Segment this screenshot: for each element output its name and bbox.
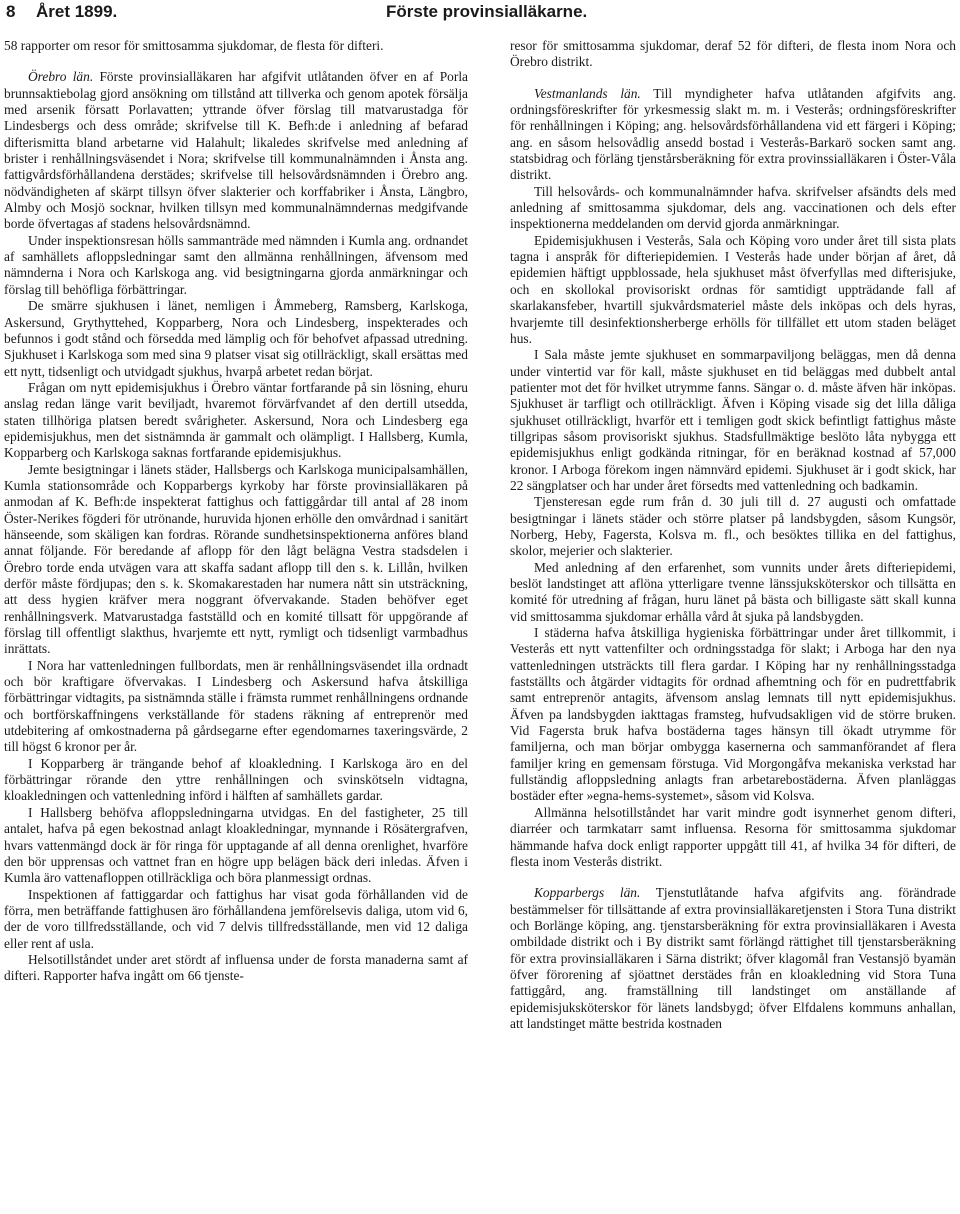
paragraph: Epidemisjukhusen i Vesterås, Sala och Köping voro under året till sista plats tagna i anspråk för difteriepidemien. I Vesterås hade under början af året, då epidemien häftigt uppblossade, hela sjukhuset måst öfverfyllas med difterisjuke, och en skollokal provisoriskt ordnas för samtidigt uppträdande fall af skarlakansfeber, hvartill sjukvårdsmateriel måste dels inköpas och dels hyras, hvarjemte till desinfektionsherberge erhölls för tillfället ett utom staden beläget hus. xyxy=(510,232,956,346)
region-name: Kopparbergs län. xyxy=(534,885,641,901)
region-name: Vestmanlands län. xyxy=(534,85,641,101)
paragraph: Till helsovårds- och kommunalnämnder hafva. skrifvelser afsändts dels med anledning af smittosamma sjukdomar, dels ang. vaccinationen och dels efter inspektionerna meddelanden om dervid gjorda anmärkningar. xyxy=(510,183,956,232)
paragraph: Tjensteresan egde rum från d. 30 juli till d. 27 augusti och omfattade besigtningar i länets städer och större platser på landsbygden, såsom Kungsör, Norberg, Heby, Fagersta, Kolsva m. fl., och besöktes tillika en del fattighus, skolor, mejerier och slakterier. xyxy=(510,494,956,559)
paragraph: Inspektionen af fattiggardar och fattighus har visat goda förhållanden vid de förra, men beträffande fattighusen äro förhållandena jemförelsevis daliga, utom vid 6, der de voro tillfredsställande, och vid 7 delvis tillfredsställande, men vid 12 daliga eller rent af usla. xyxy=(4,886,468,951)
paragraph: I Kopparberg är trängande behof af kloakledning. I Karlskoga äro en del förbättringar rörande den yttre renhållningen och svinskötseln vidtagna, kloakledningen och vattenledning införd i hälften af samhällets gardar. xyxy=(4,755,468,804)
paragraph: I Sala måste jemte sjukhuset en sommarpaviljong beläggas, men då denna under vintertid var för kall, måste sjukhuset en tid beläggas med dubbelt antal patienter mot det för hvilket utrymme fanns. Sängar o. d. måste äfven här inköpas. Sjukhuset är tarfligt och otillräckligt. Äfven i Köping visade sig det lilla dåliga sjukhuset otillräckligt, hvarför ett i temligen godt skick befintligt fattighus måste tillgripas såsom provisoriskt sjukhus. Stadsfullmäktige beslöto låta nybygga ett epidemisjukhus enligt godkända ritningar, för en beräknad kostnad af 57,000 kronor. I Arboga förekom ingen nämnvärd epidemi. Sjukhuset är i godt skick, har 22 sängplatser och har under året försedts med vattenledning och badkamin. xyxy=(510,347,956,493)
paragraph: I städerna hafva åtskilliga hygieniska förbättringar under året tillkommit, i Vesterås ett nytt vattenfilter och ordningsstadga för slakt; i Arboga har den nya vattenledningen utsträckts till flera gardar. I Köping har ny renhållningsstadga fastställts och åtgärder vidtagits för ordnad afhemtning och för en pudrettfabrik samt entreprenör antagits, äfvensom anslag lemnats till nytt epidemisjukhus. Äfven pa landsbygden iakttagas framsteg, hufvudsakligen vid de större bruken. Vid Fagersta bruk hafva bostäderna tages hänsyn till ökadt utrymme för familjerna, och man börjar ombygga kasernerna och sammanförandet af flera familjer kring en gemensam förstuga. Vid Morgongåfva mekaniska verkstad har fullständig afloppsledning anlagts fran arbetarebostäderna. Äfven planläggas bostäder efter »egna-hems-systemet», såsom vid Kolsva. xyxy=(510,625,956,804)
paragraph-body: Tjenstutlåtande hafva afgifvits ang. förändrade bestämmelser för tillsättande af extra provinsialläkaretjensten i Stora Tuna distrikt och Borlänge köping, ang. tjenstarsberäkning för extra provinsialläkaren i Avesta ombildade distrikt och i By distrikt samt förlängd rättighet till tjenstarsberäkning för extra provinsialläkaren i Särna distrikt; öfver klagomål fran Vestansjö byamän öfver förorening af sjöattnet derstädes från en kloakledning vid Stora Tuna fattiggård, ang. framställning till landstinget om anställande af epidemisjuksköterskor för länets landsbygd; öfver Elfdalens kommuns anhallan, att landstinget mätte bestrida kostnaden xyxy=(510,885,956,1031)
left-column xyxy=(4,38,468,985)
paragraph: De smärre sjukhusen i länet, nemligen i Åmmeberg, Ramsberg, Karlskoga, Askersund, Grythyttehed, Kopparberg, Nora och Lindesberg, inspekterades och befunnos i godt stånd och försedda med lämplig och för behofvet afpassad utredning. Sjukhuset i Karlskoga som med sina 9 platser visat sig otillräckligt, skall ersättas med ett nytt, tidsenligt och utvidgadt sjukhus, hvarpå arbetet redan börjat. xyxy=(4,298,468,379)
paragraph: Frågan om nytt epidemisjukhus i Örebro väntar fortfarande på sin lösning, ehuru anslag redan länge varit beviljadt, hvaremot förvärfvandet af den dertill utsedda, staten tillhöriga platsen beredt svårigheter. Askersund, Nora och Lindesberg ega epidemisjukhus, men det sistnämnda är gammalt och olämpligt. I Hallsberg, Kumla, Kopparberg och Karlskoga saknas fortfarande epidemisjukhus. xyxy=(4,379,468,461)
region-paragraph-kopparberg xyxy=(510,885,956,1032)
paragraph: 58 rapporter om resor för smittosamma sjukdomar, de flesta för difteri. xyxy=(4,38,384,53)
paragraph-body: Förste provinsialläkaren har afgifvit utlåtanden öfver en af Porla brunnsaktiebolag gjord ansökning om tillstånd att tillverka och genom apotek försälja med arsenik försatt Porlavatten; yttrande öfver förslag till matvarustadga för Lindesbergs och dess område; skrifvelse till K. Befh:de i anledning af befarad difterismitta bland arbetarne vid Halahult; likaledes skrifvelse med anledning af brister i renhållningsväsendet i Nora; skrifvelse till kommunalnämnden i Ånsta ang. fattigvårdsförhållandena derstädes; skrifvelse till helsovårdsnämnden i Örebro ang. nödvändigheten af skärpt tillsyn öfver slakterier och korffabriker i Ånsta, Längbro, Almby och Mosjö socknar, hvilken tillsyn med kommunalnämndernas medgifvande borde öfvertagas af stadens helsovårdsnämnd. xyxy=(4,69,469,232)
paragraph: I Nora har vattenledningen fullbordats, men är renhållningsväsendet illa ordnadt och bör kraftigare öfvervakas. I Lindesberg och Askersund hafva åtskilliga förbättringar vidtagits, pa sistnämnda ställe i främsta rummet renhållningens ordnande och bortförskaffningens verkställande för stadens räkning af entreprenör med utdebitering af omkostnaderna på gårdsegarne efter egendomarnes taxeringsvärde, 2 till högst 6 kronor per år. xyxy=(4,657,468,755)
paragraph: Jemte besigtningar i länets städer, Hallsbergs och Karlskoga municipalsamhällen, Kumla stationsområde och Kopparbergs kyrkoby har förste provinsialläkaren på anmodan af K. Befh:de inspekterat fattighus och fattiggårdar till antal af 28 inom Öster-Nerikes fögderi för utrönande, huruvida hjonen erhölle den omvårdnad i sanitärt hänseende, som skäligen kan fordras. Rörande sundhetsinspektionerna anföres bland annat följande. För beredande af aflopp för den lågt belägna Vestra stadsdelen i Örebro torde enda utvägen vara att skaffa sadant aflopp till den s. k. Lillån, hvilken derför måste fördjupas; den s. k. Skomakarestaden har numera nått sin utsträckning, att dess hygien kräfver mera noggrant öfvervakande. Staden behöfver eget renhållningsverk. Matvarustadga fastställd och en komité tillsatt för uppgörande af förslag till offentligt slakthus, hvarjemte ett nytt, rymligt och tidsenligt varmbadhus inrättats. xyxy=(4,461,468,657)
paragraph: resor för smittosamma sjukdomar, deraf 52 för difteri, de flesta inom Nora och Örebro distrikt. xyxy=(510,38,956,70)
paragraph: I Hallsberg behöfva afloppsledningarna utvidgas. En del fastigheter, 25 till antalet, hafva på egen bekostnad anlagt kloakledningar, mynnande i Rösätergrafven, hvars vattenmängd dock är för ringa för upptagande af all denna orenlighet, hvarföre den bör upprensas och vattnet fran en högre upp belägen bäck deri inledas. Äfven i Kumla äro vattenafloppen otillräckliga och böra planmessigt ordnas. xyxy=(4,804,468,886)
section-title: Förste provinsialläkarne. xyxy=(386,2,588,21)
paragraph: Helsotillståndet under aret stördt af influensa under de forsta manaderna samt af difteri. Rapporter hafva ingått om 66 tjenste- xyxy=(4,951,468,984)
year-label: Året 1899. xyxy=(36,2,118,21)
region-paragraph-orebro xyxy=(4,69,468,232)
page-number: 8 xyxy=(6,2,16,21)
region-paragraph-vestmanland xyxy=(510,86,956,184)
region-name: Örebro län. xyxy=(28,69,94,85)
paragraph: Med anledning af den erfarenhet, som vunnits under årets difteriepidemi, beslöt landstinget att aflöna ytterligare tvenne länssjuksköterskor och tillsätta en komité för utredning af frågan, huru länet på bästa och billigaste sätt skall kunna vid smittosamma sjukdomar erhålla vård åt sjuka på landsbygden. xyxy=(510,559,956,624)
paragraph: Allmänna helsotillståndet har varit mindre godt isynnerhet genom difteri, diarréer och tarmkatarr samt influensa. Resorna för smittosamma sjukdomar hämmande hafva dock enligt rapporter uppgått till 41, af hvilka 34 för difteri, de flesta inom Vesterås distrikt. xyxy=(510,804,956,869)
paragraph: Under inspektionsresan hölls sammanträde med nämnden i Kumla ang. ordnandet af samhällets afloppsledningar samt den allmänna renhållningen, äfvensom med nämnderna i Nora och Karlskoga ang. vid besigtningarna gjorda anmärkningar och förslag till behöfliga förbättringar. xyxy=(4,232,468,297)
right-column xyxy=(510,38,956,1032)
page-header xyxy=(0,0,960,30)
paragraph-body: Till myndigheter hafva utlåtanden afgifvits ang. ordningsföreskrifter för yrkesmessig slakt m. m. i Vesterås; ordningsföreskrifter för renhållningen i Köping; ang. helsovårdsförhållandena vid ett färgeri i Köping; ang. en såsom helsovådlig ansedd bostad i Vesterås-Barkarö socken samt ang. statsbidrag och förläng tjenstårsberäkning för extra provinssialläkaren i Öster-Våla distrikt. xyxy=(510,85,956,183)
